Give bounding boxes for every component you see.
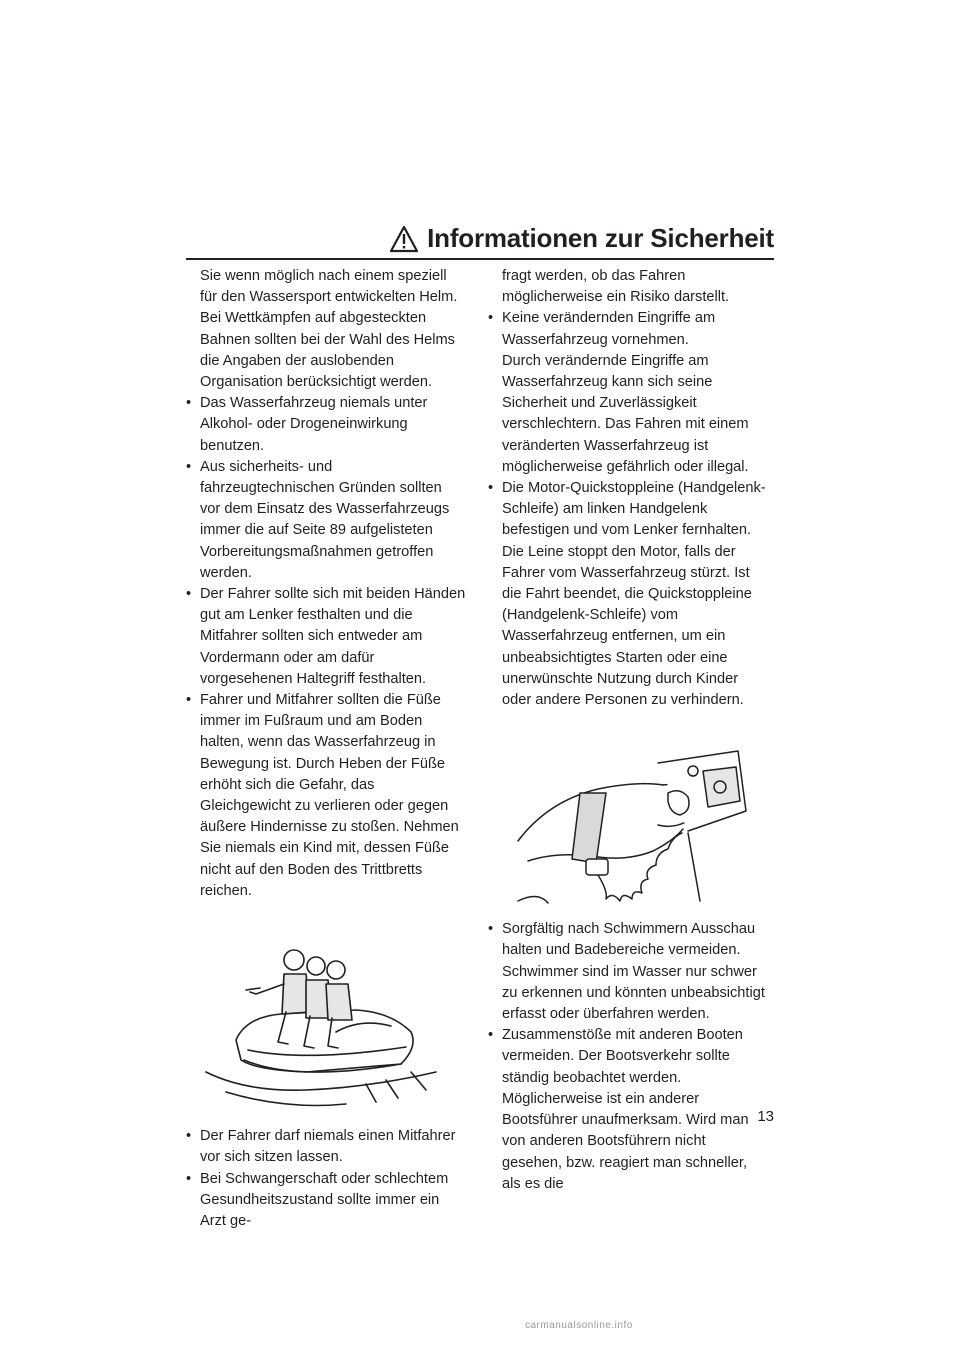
- bullet-item: [488, 919, 768, 1025]
- bullet-dot: •: [186, 586, 192, 603]
- lanyard-wrist-illustration: [488, 741, 768, 911]
- right-column: [488, 266, 768, 1195]
- bullet-dot: •: [488, 480, 494, 497]
- bullet-text: Fahrer und Mitfahrer sollten die Füße immer im Fußraum und am Boden halten, wenn das Wasserfahrzeug in Bewegung ist. Durch Heben der Füße erhöht sich die Gefahr, das Gleichgewicht zu verlieren oder gegen äußere Hindernisse zu stoßen. Nehmen Sie niemals ein Kind mit, dessen Füße nicht auf den Boden des Trittbretts reichen.: [200, 692, 459, 899]
- bullet-dot: •: [488, 1027, 494, 1044]
- bullet-text: Die Motor-Quickstoppleine (Handgelenk-Schleife) am linken Handgelenk befestigen und vom Lenker fernhalten. Die Leine stoppt den Motor, falls der Fahrer vom Wasserfahrzeug stürzt. Ist die Fahrt beendet, die Quickstoppleine (Handgelenk-Schleife) vom Wasserfahrzeug entfernen, um ein unbeabsichtigtes Starten oder eine unerwünschte Nutzung durch Kinder oder andere Personen zu verhindern.: [502, 480, 766, 709]
- bullet-text: Keine verändernden Eingriffe am Wasserfahrzeug vornehmen. Durch verändernde Eingriffe am Wasserfahrzeug kann sich seine Sicherheit und Zuverlässigkeit verschlechtern. Das Fahren mit einem veränderten Wasserfahrzeug ist möglicherweise gefährlich oder illegal.: [502, 310, 749, 475]
- watercraft-riders-illustration: [186, 922, 466, 1112]
- right-intro-paragraph: fragt werden, ob das Fahren möglicherweise ein Risiko darstellt.: [502, 268, 730, 306]
- bullet-item: [488, 308, 768, 478]
- page-header: [186, 224, 774, 260]
- bullet-text: Zusammenstöße mit anderen Booten vermeiden. Der Bootsverkehr sollte ständig beobachtet werden. Möglicherweise ist ein anderer Bootsführer unaufmerksam. Wird man von anderen Bootsführern nicht gesehen, bzw. reagiert man schneller, als es die: [502, 1027, 749, 1192]
- bullet-text: Das Wasserfahrzeug niemals unter Alkohol- oder Drogeneinwirkung benutzen.: [200, 395, 428, 454]
- bullet-item: [186, 584, 466, 690]
- bullet-dot: •: [186, 1128, 192, 1145]
- left-intro-paragraph: Sie wenn möglich nach einem speziell für den Wassersport entwickelten Helm. Bei Wettkämpfen auf abgesteckten Bahnen sollten bei der Wahl des Helms die Angaben der auslobenden Organisation berücksichtigt werden.: [200, 268, 458, 391]
- warning-triangle-icon: [389, 225, 419, 253]
- bullet-text: Der Fahrer sollte sich mit beiden Händen gut am Lenker festhalten und die Mitfahrer sollten sich entweder am Vordermann oder am dafür vorgesehenen Haltegriff festhalten.: [200, 586, 466, 687]
- bullet-text: Sorgfältig nach Schwimmern Ausschau halten und Badebereiche vermeiden. Schwimmer sind im Wasser nur schwer zu erkennen und könnten unbeabsichtigt erfasst oder überfahren werden.: [502, 921, 765, 1023]
- bullet-dot: •: [488, 310, 494, 327]
- bullet-text: Aus sicherheits- und fahrzeugtechnischen Gründen sollten vor dem Einsatz des Wasserfahrzeugs immer die auf Seite 89 aufgelisteten Vorbereitungsmaßnahmen getroffen werden.: [200, 458, 450, 581]
- bullet-item: [186, 457, 466, 584]
- page-number: 13: [757, 1108, 774, 1125]
- page-title: Informationen zur Sicherheit: [427, 223, 774, 253]
- bullet-dot: •: [488, 921, 494, 938]
- bullet-dot: •: [186, 458, 192, 475]
- bullet-dot: •: [186, 395, 192, 412]
- bullet-item: [488, 478, 768, 711]
- left-column: [186, 266, 466, 1232]
- bullet-item: [186, 690, 466, 902]
- bullet-item: [186, 1126, 466, 1168]
- bullet-text: Bei Schwangerschaft oder schlechtem Gesundheitszustand sollte immer ein Arzt ge-: [200, 1170, 449, 1229]
- bullet-dot: •: [186, 692, 192, 709]
- bullet-item: [186, 1169, 466, 1233]
- bullet-item: [186, 393, 466, 457]
- bullet-text: Der Fahrer darf niemals einen Mitfahrer vor sich sitzen lassen.: [200, 1128, 456, 1166]
- bullet-item: [488, 1025, 768, 1195]
- bullet-dot: •: [186, 1170, 192, 1187]
- footer-watermark[interactable]: carmanualsonline.info: [525, 1320, 633, 1331]
- header-title-row: [389, 223, 774, 254]
